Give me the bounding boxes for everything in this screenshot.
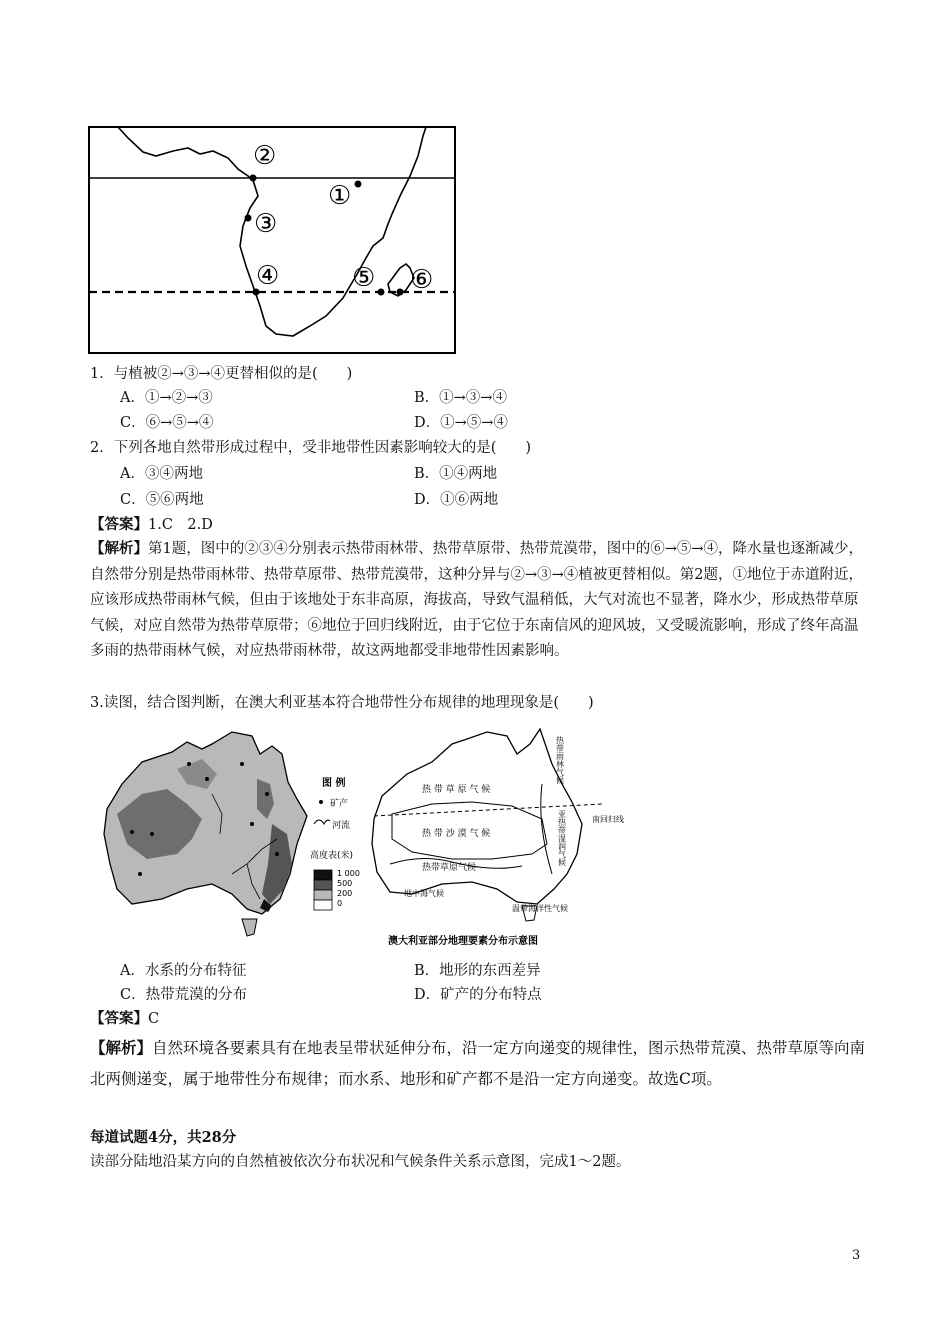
legend-river: 河流 [332,821,351,831]
africa-map [88,126,456,354]
q1-option-c: C．⑥→⑤→④ [120,415,214,431]
climate-mediterranean: 地中海气候 [404,889,444,898]
answer-text: C [148,1011,160,1027]
tropic-line-label: 南回归线 [592,815,624,824]
analysis-text: 第1题，图中的②③④分别表示热带雨林带、热带草原带、热带荒漠带，图中的⑥→⑤→④，降水量也逐渐减少，自然带分别是热带雨林带、热带草原带、热带荒漠带，这种分异与②→③→④植被更替相似。第2题，①地位于赤道附近，应该形成热带雨林气候，但由于该地处于东非高原，海拔高，导致气温稍低，大气对流也不显著，降水少，形成热带草原气候，对应自然带为热带草原带；⑥地位于回归线附近，由于它位于东南信风的迎风坡，又受暖流影响，形成了终年高温多雨的热带雨林气候，对应热带雨林带，故这两地都受非地带性因素影响。 [90,541,864,659]
q1-stem: 1．与植被②→③→④更替相似的是( ) [90,366,353,382]
q1-option-d: D．①→⑤→④ [414,415,508,431]
height-0: 0 [337,899,343,908]
q3-option-b: B．地形的东西差异 [414,963,541,979]
climate-subtropical: 亚热带湿润气候 [557,810,567,866]
legend-title: 图 例 [322,778,346,789]
height-1000: 1 000 [337,869,360,878]
q3-option-d: D．矿产的分布特点 [414,987,542,1003]
climate-savanna-south: 热带草原气候 [422,863,477,873]
answer-tag: 【答案】 [90,1010,148,1027]
answer-3 [90,1009,159,1029]
height-500: 500 [337,879,353,888]
climate-desert: 热 带 沙 漠 气 候 [422,829,491,839]
height-title: 高度表(米) [310,851,354,861]
q2-option-c: C．⑤⑥两地 [120,492,204,508]
river-icon [314,820,330,824]
q3-stem: 3.读图，结合图判断，在澳大利亚基本符合地带性分布规律的地理现象是( ) [90,695,594,711]
analysis-tag: 【解析】 [90,540,148,557]
point-6 [397,289,404,296]
q2-stem: 2．下列各地自然带形成过程中，受非地带性因素影响较大的是( ) [90,440,532,456]
answer-1 [90,515,213,535]
q3-option-a: A．水系的分布特征 [120,963,247,979]
analysis-text: 自然环境各要素具有在地表呈带状延伸分布，沿一定方向递变的规律性，图示热带荒漠、热带草原等向南北两侧递变，属于地带性分布规律；而水系、地形和矿产都不是沿一定方向递变。故选C项。 [90,1039,866,1088]
section-title: 每道试题4分，共28分 [90,1129,237,1146]
answer-tag: 【答案】 [90,516,148,533]
australia-map [92,724,652,954]
map1-label-5: ⑤ [352,263,376,293]
analysis-1 [90,536,866,665]
height-200: 200 [337,889,353,898]
map1-label-6: ⑥ [410,265,434,295]
q2-option-a: A．③④两地 [120,466,203,482]
point-1 [355,181,362,188]
page-number: 3 [852,1248,861,1263]
climate-temperate-marine: 温带海洋性气候 [512,904,568,913]
point-3 [245,215,252,222]
australia-climate-land [372,729,582,904]
q2-option-b: B．①④两地 [414,466,498,482]
q1-option-b: B．①→③→④ [414,390,507,406]
climate-rainforest: 热带雨林气候 [555,736,565,784]
map2-caption: 澳大利亚部分地理要素分布示意图 [388,936,538,947]
map1-label-3: ③ [254,209,278,239]
map1-label-2: ② [253,141,277,171]
q1-option-a: A．①→②→③ [120,390,213,406]
map1-label-1: ① [328,181,352,211]
section-intro: 读部分陆地沿某方向的自然植被依次分布状况和气候条件关系示意图，完成1～2题。 [90,1154,631,1170]
answer-text: 1.C 2.D [148,517,213,533]
mine-icon [319,800,323,804]
climate-savanna-north: 热 带 草 原 气 候 [422,785,491,795]
map1-label-4: ④ [256,261,280,291]
point-5 [378,289,385,296]
q2-option-d: D．①⑥两地 [414,492,499,508]
analysis-tag: 【解析】 [90,1038,153,1057]
legend-mine: 矿产 [330,799,349,809]
q3-option-c: C．热带荒漠的分布 [120,987,248,1003]
point-2 [250,175,257,182]
analysis-3 [90,1032,866,1095]
